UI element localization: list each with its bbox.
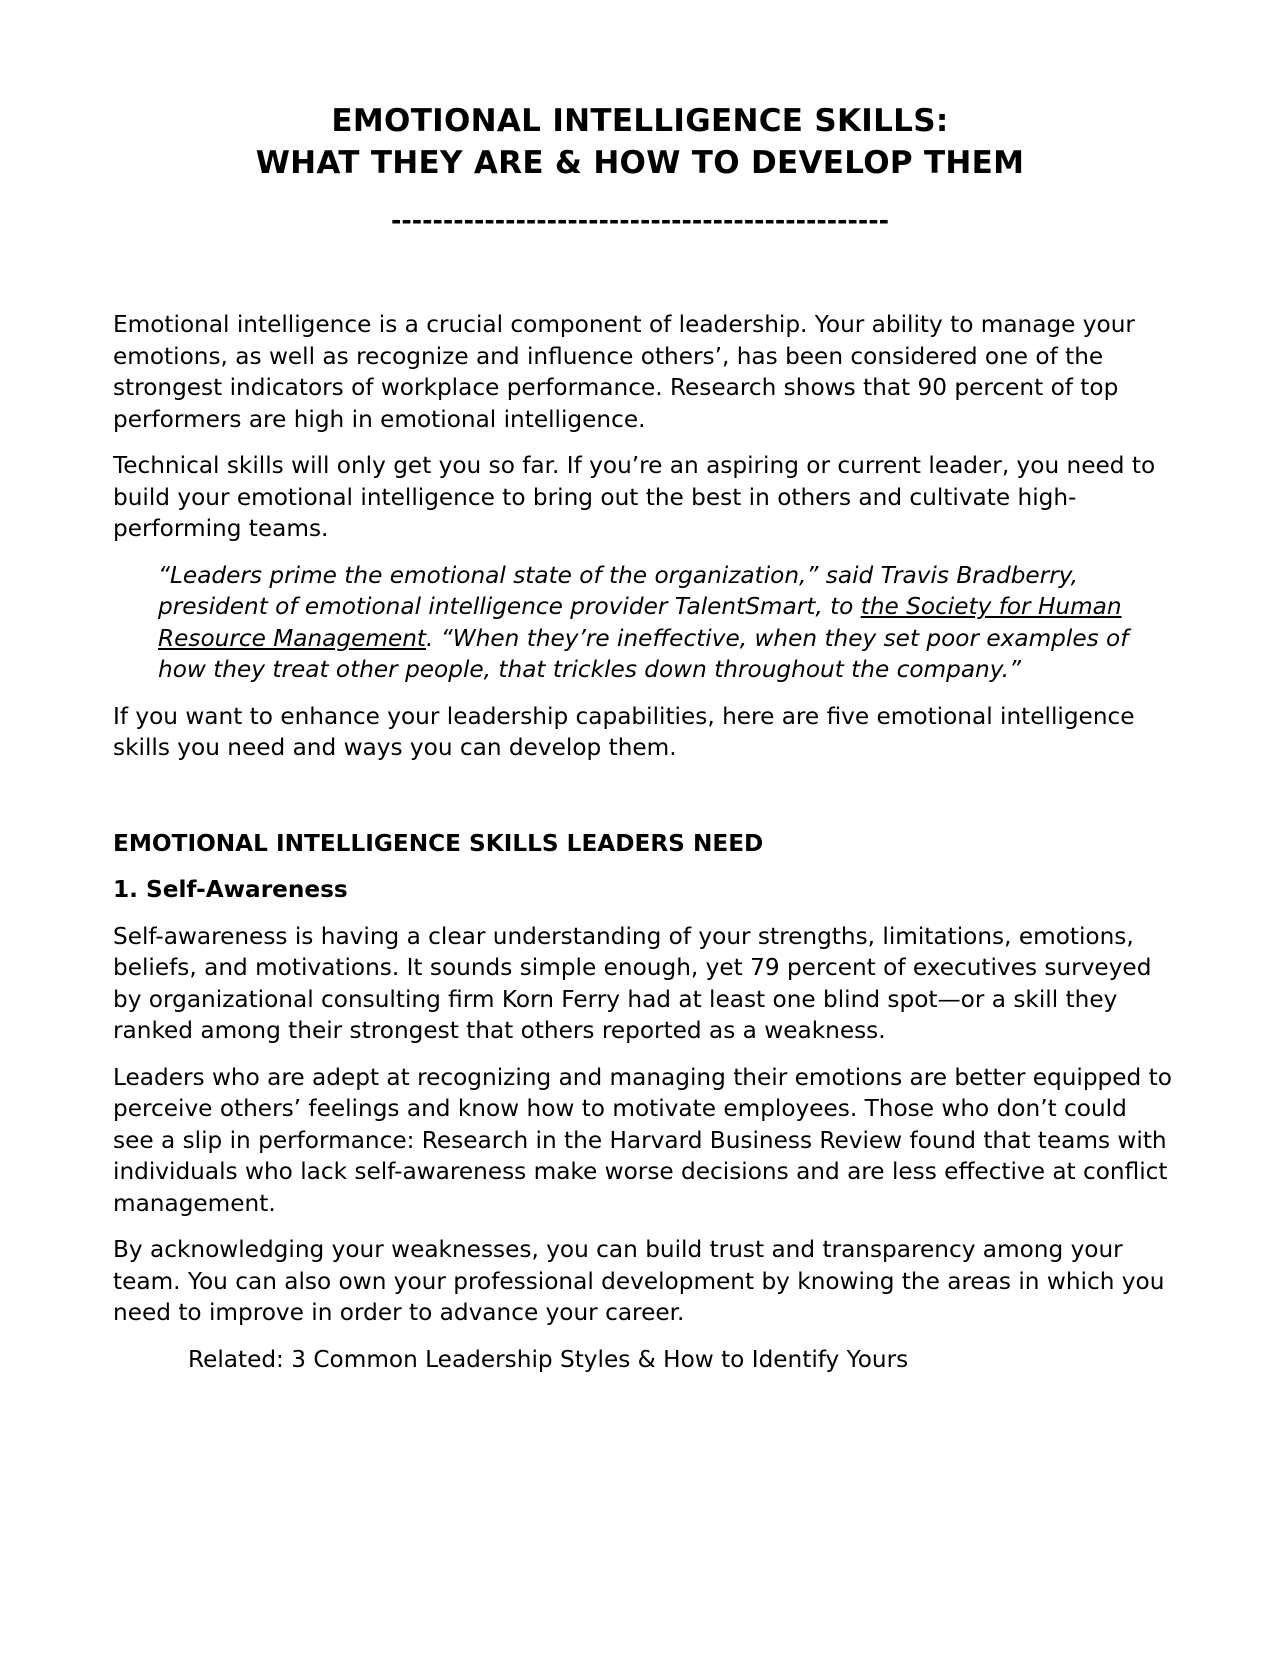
intro-paragraph-2: Technical skills will only get you so far. If you’re an aspiring or current leader, you need to build your emotional intelligence to bring out the best in others and cultivate high-performing teams. [113,452,1156,542]
document-body [113,309,1173,1375]
block-quote [158,560,1163,686]
related-link-line: Related: 3 Common Leadership Styles & How to Identify Yours [188,1345,909,1373]
quote-text-before: “Leaders prime the emotional state of the organization,” said Travis Bradberry, president of emotional intelligence provider TalentSmart, to [158,561,1079,620]
self-awareness-paragraph-2: Leaders who are adept at recognizing and managing their emotions are better equipped to perceive others’ feelings and know how to motivate employees. Those who don’t could see a slip in performance: Research in the Harvard Business Review found that teams with individuals who lack self-awareness make worse decisions and are less effective at conflict management. [113,1063,1172,1217]
quote-text-after: . “When they’re ineffective, when they set poor examples of how they treat other people, that trickles down throughout the company.” [158,624,1129,683]
intro-paragraph-1: Emotional intelligence is a crucial component of leadership. Your ability to manage your emotions, as well as recognize and influence others’, has been considered one of the strongest indicators of workplace performance. Research shows that 90 percent of top performers are high in emotional intelligence. [113,311,1135,433]
title-block [0,100,1280,236]
shrm-link[interactable]: the Society for Human Resource Management [158,593,1122,652]
sub-heading-self-awareness: 1. Self-Awareness [113,876,348,903]
intro-paragraph-3: If you want to enhance your leadership capabilities, here are five emotional intelligence skills you need and ways you can develop them. [113,702,1135,761]
self-awareness-paragraph-1: Self-awareness is having a clear understanding of your strengths, limitations, emotions, beliefs, and motivations. It sounds simple enough, yet 79 percent of executives surveyed by organizational consulting firm Korn Ferry had at least one blind spot—or a skill they ranked among their strongest that others reported as a weakness. [113,922,1152,1044]
self-awareness-paragraph-3: By acknowledging your weaknesses, you can build trust and transparency among your team. You can also own your professional development by knowing the areas in which you need to improve in order to advance your career. [113,1236,1165,1326]
title-divider: ------------------------------------------------ [390,206,890,235]
page-title-line-1: EMOTIONAL INTELLIGENCE SKILLS: [331,103,949,139]
section-heading: EMOTIONAL INTELLIGENCE SKILLS LEADERS NEED [113,829,764,857]
page-title-line-2: WHAT THEY ARE & HOW TO DEVELOP THEM [255,145,1025,181]
